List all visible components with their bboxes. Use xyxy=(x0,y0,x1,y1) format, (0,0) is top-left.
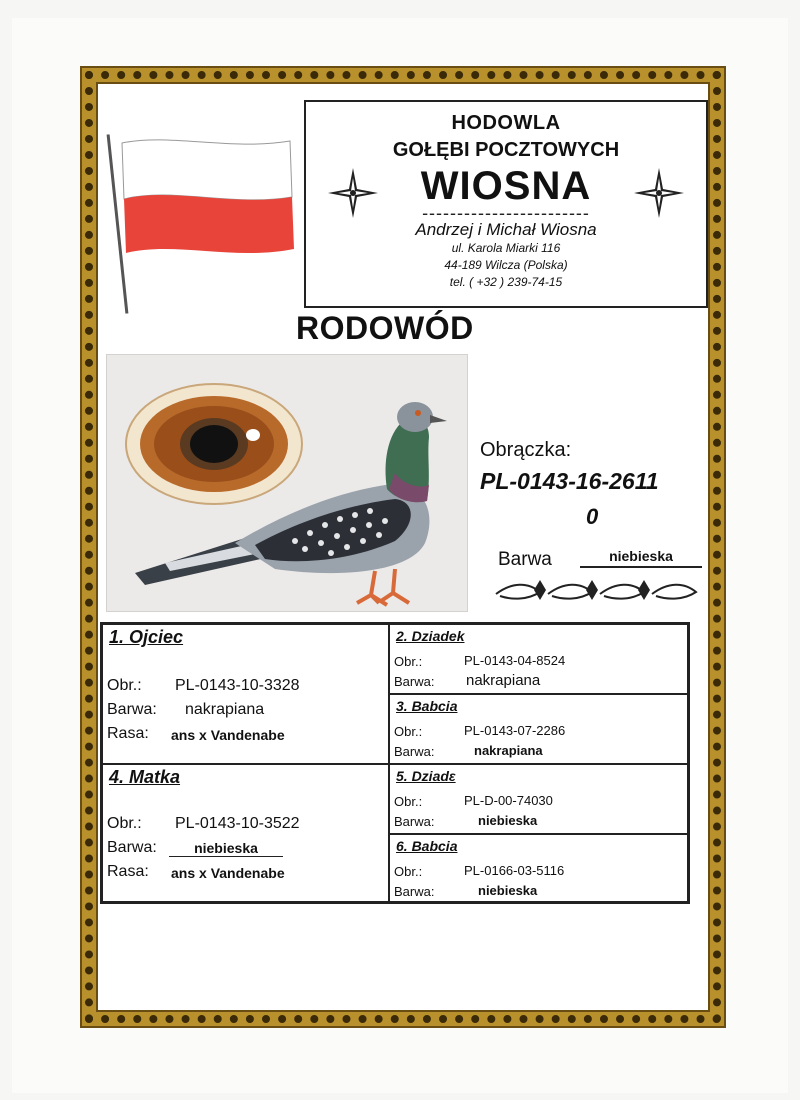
pedigree-table xyxy=(100,622,690,904)
grandmother-maternal-title: 6. Babcia xyxy=(396,838,458,854)
mother-color-row xyxy=(107,839,258,857)
grandmother-maternal-cell xyxy=(389,834,688,902)
grandmother-paternal-ring-row xyxy=(394,723,566,741)
grandfather-paternal-color-row xyxy=(394,672,541,691)
color-label: Barwa: xyxy=(394,884,435,899)
father-ring: PL-0143-10-3328 xyxy=(175,677,300,694)
address-street: ul. Karola Miarki 116 xyxy=(451,241,561,255)
mother-cell xyxy=(102,764,389,902)
fleur-ornament-icon xyxy=(492,578,698,604)
grandfather-paternal-title: 2. Dziadek xyxy=(396,628,465,644)
mother-ring-row xyxy=(107,815,300,833)
father-title: 1. Ojciec xyxy=(109,627,184,647)
grandmother-maternal-color: niebieska xyxy=(478,883,538,898)
polish-flag-icon xyxy=(120,137,296,257)
loft-name: WIOSNA xyxy=(420,164,592,208)
pigeon-photo xyxy=(106,354,468,612)
ring-label: Obr.: xyxy=(107,677,142,694)
address-city: 44-189 Wilcza (Polska) xyxy=(444,258,568,272)
grandfather-paternal-color: nakrapiana xyxy=(466,672,541,689)
ring-label: Obr.: xyxy=(394,654,423,669)
father-color: nakrapiana xyxy=(185,701,265,718)
grandfather-paternal-cell xyxy=(389,624,688,694)
grandmother-maternal-ring: PL-0166-03-5116 xyxy=(464,863,565,878)
color-label: Barwa: xyxy=(394,674,435,689)
grandfather-maternal-color-row xyxy=(394,813,538,831)
color-label: Barwa: xyxy=(107,839,157,856)
pigeon-eye-image xyxy=(125,383,303,505)
mother-breed: ans x Vandenabe xyxy=(171,865,285,881)
grandfather-maternal-ring-row xyxy=(394,793,553,811)
color-label: Barwa: xyxy=(394,744,435,759)
breeder-header xyxy=(304,100,708,308)
grandfather-maternal-cell xyxy=(389,764,688,834)
father-color-row xyxy=(107,701,265,719)
ring-number: PL-0143-16-2611 xyxy=(480,468,659,494)
breed-label: Rasa: xyxy=(107,725,149,742)
color-label: Barwa xyxy=(498,549,552,570)
father-cell xyxy=(102,624,389,764)
color-label: Barwa: xyxy=(394,814,435,829)
breed-label: Rasa: xyxy=(107,863,149,880)
mother-title: 4. Matka xyxy=(109,767,181,787)
mother-breed-row xyxy=(107,863,285,881)
owner-names: Andrzej i Michał Wiosna xyxy=(415,220,597,239)
ring-label: Obr.: xyxy=(107,815,142,832)
grandfather-maternal-ring: PL-D-00-74030 xyxy=(464,793,553,808)
color-label: Barwa: xyxy=(107,701,157,718)
father-breed: ans x Vandenabe xyxy=(171,727,285,743)
grandmother-paternal-color-row xyxy=(394,743,543,761)
mother-ring: PL-0143-10-3522 xyxy=(175,815,300,832)
header-line1: HODOWLA xyxy=(451,112,561,134)
ring-label: Obr.: xyxy=(394,864,423,879)
compass-star-icon xyxy=(634,168,684,218)
grandmother-maternal-color-row xyxy=(394,883,538,901)
grandfather-maternal-color: niebieska xyxy=(478,813,538,828)
color-value: niebieska xyxy=(580,548,702,568)
compass-star-icon xyxy=(328,168,378,218)
father-ring-row xyxy=(107,677,300,695)
grandmother-paternal-ring: PL-0143-07-2286 xyxy=(464,723,566,738)
ornamental-frame xyxy=(82,68,724,1026)
mother-color: niebieska xyxy=(169,840,283,857)
father-breed-row xyxy=(107,725,285,743)
phone-number: tel. ( +32 ) 239-74-15 xyxy=(449,275,563,289)
ring-label: Obrączka: xyxy=(480,439,572,461)
header-line2: GOŁĘBI POCZTOWYCH xyxy=(392,139,620,161)
grandfather-paternal-ring: PL-0143-04-8524 xyxy=(464,653,566,668)
grandmother-maternal-ring-row xyxy=(394,863,565,881)
grandmother-paternal-color: nakrapiana xyxy=(474,743,543,758)
ring-label: Obr.: xyxy=(394,794,423,809)
header-divider: ------------------------ xyxy=(422,203,590,223)
ring-label: Obr.: xyxy=(394,724,423,739)
grandfather-maternal-title: 5. Dziadε xyxy=(396,768,456,784)
document-title: RODOWÓD xyxy=(296,310,474,346)
ring-number-suffix: 0 xyxy=(586,504,599,529)
grandmother-paternal-title: 3. Babcia xyxy=(396,698,458,714)
grandfather-paternal-ring-row xyxy=(394,653,566,671)
grandmother-paternal-cell xyxy=(389,694,688,764)
